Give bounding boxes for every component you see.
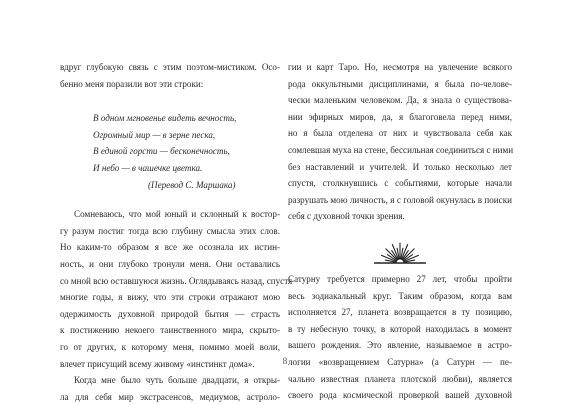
- poem-line: И небо — в чашечке цветка.: [93, 162, 203, 173]
- text-line: гу разум постиг тогда всю глубину смысла этих слов.: [60, 225, 280, 236]
- text-line: бенно меня поразили вот эти строки:: [60, 78, 204, 89]
- text-line: Сомневаюсь, что мой юный и склонный к востор-: [74, 209, 280, 220]
- poem-credit-name: С. Маршака: [185, 179, 233, 190]
- text-line: ла для себя мир экстрасенсов, медиумов, астроло-: [60, 391, 280, 402]
- text-line: нии эфирных миров, да, я благоговела перед ними,: [288, 111, 512, 122]
- text-line: логии «возвращением Сатурна» (а Сатурн — пе-: [288, 356, 512, 367]
- text-line: Когда мне было чуть больше двадцати, я откры-: [74, 375, 280, 386]
- text-line: без наставлений и учителей. И только несколько лет: [288, 161, 512, 172]
- right-paragraph-1: [288, 59, 512, 225]
- left-column: [60, 59, 293, 405]
- text-line: разрушать мою личность, я с головой окунулась в поиски: [288, 194, 512, 205]
- poem-line: Огромный мир — в зерне песка,: [93, 129, 216, 140]
- text-line: к постижению некоего таинственного мира, скрыто-: [60, 325, 280, 336]
- text-line: в ту небесную точку, в которой находилась в момент: [288, 323, 512, 334]
- text-line: спустя, столкнувшись с событиями, которые начали: [288, 178, 512, 189]
- text-line: чески маленьким человеком. Да, я знала о существова-: [288, 95, 512, 106]
- text-line: сомлевшая муха на стене, бессильная соединиться с ними: [288, 144, 514, 155]
- text-line: го от других, к которому меня, помимо моей воли,: [60, 341, 280, 352]
- text-line: вдруг глубокую связь с этим поэтом-мистиком. Осо-: [60, 62, 280, 72]
- text-line: Сатурну требуется примерно 27 лет, чтобы пройти: [288, 273, 512, 284]
- text-line: Но каким-то образом я все же осознала их истин-: [60, 242, 280, 253]
- text-line: исполняется 27, планета возвращается в ту позицию,: [288, 307, 512, 318]
- text-line: себя с духовной точки зрения.: [288, 211, 405, 222]
- text-line: вашего рождения. Это явление, называемое в астро-: [288, 340, 512, 351]
- text-line: многие годы, я вижу, что эти строки отражают мою: [60, 292, 280, 303]
- poem-credit-open: (Перевод: [148, 179, 186, 190]
- text-line: со мной всю оставшуюся жизнь. Оглядываясь назад, спустя: [60, 275, 293, 286]
- left-paragraph-3: [60, 372, 280, 405]
- text-line: рода оккультными дисциплинами, я была по-челове-: [288, 78, 512, 89]
- text-line: ность, и они глубоко тронули меня. Они оставались: [60, 258, 280, 269]
- right-column: [288, 59, 512, 404]
- text-line: своего рода космической проверкой вашей духовной: [288, 390, 512, 401]
- poem-line: В единой горсти — бесконечность,: [93, 146, 230, 157]
- text-line: чально известная планета плотской любви), является: [288, 373, 512, 384]
- right-paragraph-2: [288, 271, 512, 404]
- page-number: 8: [282, 357, 288, 367]
- poem-credit-close: ): [232, 179, 236, 190]
- text-line: весь зодиакальный круг. Таким образом, когда вам: [288, 290, 512, 301]
- rising-sun-ornament-icon: [370, 239, 430, 265]
- text-line: одержимость духовной природой бытия — страсть: [60, 308, 280, 319]
- text-line: гии и карт Таро. Но, несмотря на увлечение всякого: [288, 62, 512, 72]
- text-line: влечет присущий всему живому «инстинкт дома».: [60, 358, 255, 369]
- poem-quote: [60, 110, 280, 193]
- poem-line: В одном мгновенье видеть вечность,: [93, 113, 237, 124]
- poem-credit: [60, 177, 280, 194]
- left-paragraph-2: [60, 206, 293, 372]
- left-paragraph-1: [60, 59, 280, 92]
- text-line: но я была отделена от них и чувствовала себя как: [288, 128, 512, 139]
